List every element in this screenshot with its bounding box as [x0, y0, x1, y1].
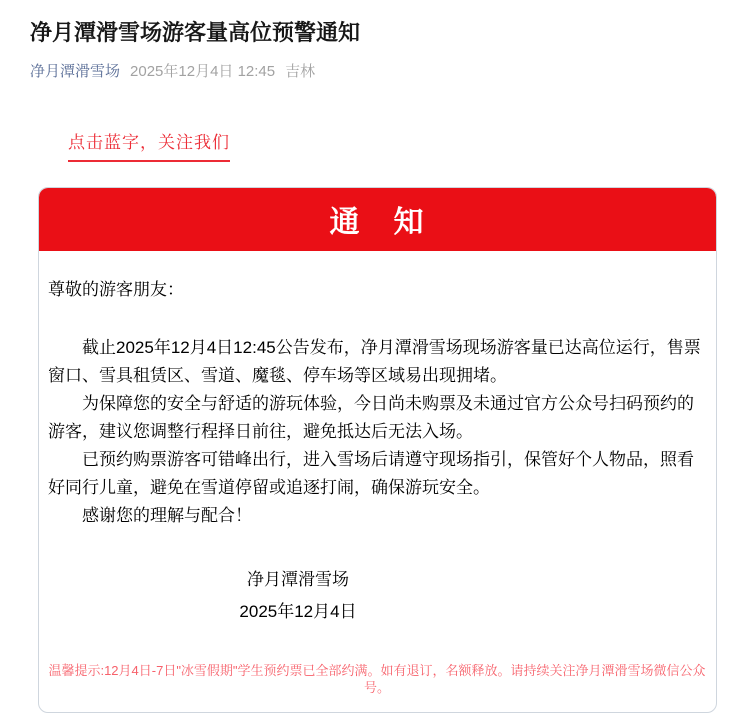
signature-date: 2025年12月4日 [239, 601, 357, 621]
notice-body [39, 251, 716, 712]
notice-card [38, 187, 717, 713]
follow-link-wrap [68, 128, 754, 162]
publish-datetime: 2025年12月4日 12:45 [130, 62, 276, 80]
article-title: 净月潭滑雪场游客量高位预警通知 [30, 20, 361, 45]
byline [30, 62, 724, 82]
notice-banner: 通 知 [39, 188, 716, 251]
signature-block [48, 564, 706, 628]
notice-paragraph: 感谢您的理解与配合！ [82, 505, 252, 525]
signature-name: 净月潭滑雪场 [247, 569, 349, 589]
notice-paragraph: 截止2025年12月4日12:45公告发布，净月潭滑雪场现场游客量已达高位运行，售票窗口、雪具租赁区、雪道、魔毯、停车场等区域易出现拥堵。 [48, 337, 701, 385]
notice-paragraph: 为保障您的安全与舒适的游玩体验，今日尚未购票及未通过官方公众号扫码预约的游客，建议您调整行程择日前往，避免抵达后无法入场。 [48, 393, 694, 441]
account-name-link[interactable]: 净月潭滑雪场 [30, 62, 121, 80]
salutation: 尊敬的游客朋友： [48, 279, 184, 299]
publish-location: 吉林 [285, 62, 316, 80]
follow-us-link[interactable]: 点击蓝字，关注我们 [68, 128, 230, 162]
notice-paragraph: 已预约购票游客可错峰出行，进入雪场后请遵守现场指引，保管好个人物品，照看好同行儿童，避免在雪道停留或追逐打闹，确保游玩安全。 [48, 449, 694, 497]
warm-tip: 温馨提示:12月4日-7日"冰雪假期"学生预约票已全部约满。如有退订，名额释放。请持续关注净月潭滑雪场微信公众号。 [48, 662, 706, 695]
